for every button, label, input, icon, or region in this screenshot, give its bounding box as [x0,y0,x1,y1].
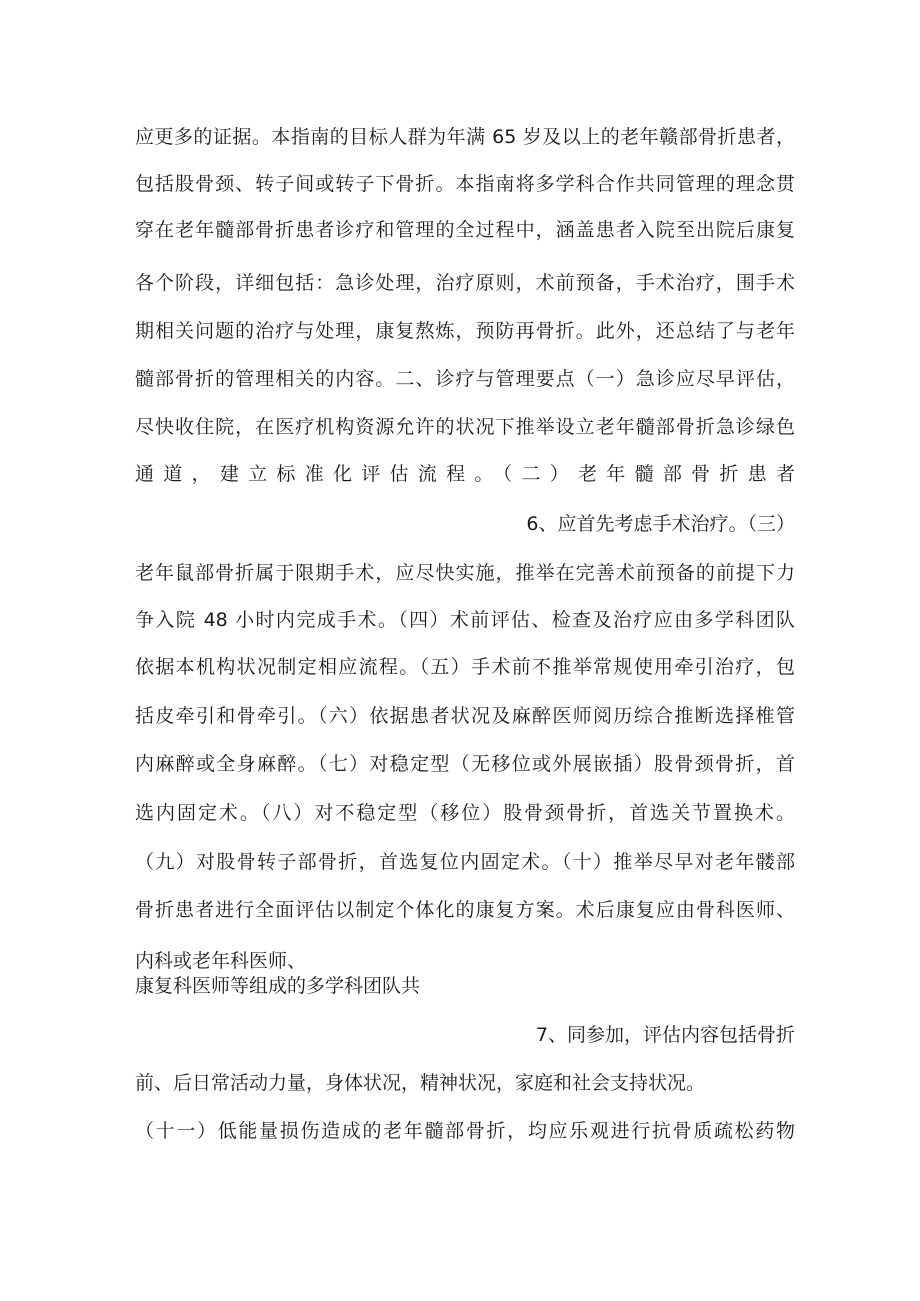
text-line-2: 包括股骨颈、转子间或转子下骨折。本指南将多学科合作共同管理的理念贯 [135,173,795,195]
text-line-11: 争入院 48 小时内完成手术。（四）术前评估、检查及治疗应由多学科团队 [135,609,795,631]
text-line-8-left [135,463,795,489]
text-line-20: 7、同参加，评估内容包括骨折 [535,1024,795,1046]
text-line-19: 康复科医师等组成的多学科团队共 [135,975,421,997]
text-line-13: 括皮牵引和骨牵引。（六）依据患者状况及麻醉医师阅历综合推断选择椎管 [135,705,795,727]
text-line-1: 应更多的证据。本指南的目标人群为年满 65 岁及以上的老年赣部骨折患者， [135,126,795,148]
text-line-12: 依据本机构状况制定相应流程。（五）手术前不推举常规使用牵引治疗，包 [135,656,795,678]
text-line-5: 期相关问题的治疗与处理，康复熬炼，预防再骨折。此外，还总结了与老年 [135,320,795,342]
text-line-10: 老年鼠部骨折属于限期手术，应尽快实施，推举在完善术前预备的前提下力 [135,562,795,584]
text-line-4: 各个阶段，详细包括：急诊处理，治疗原则，术前预备，手术治疗，围手术 [135,272,795,294]
text-line-8: 通道，建立标准化评估流程。（二）老年髓部骨折患者 [135,463,795,485]
text-line-14: 内麻醉或全身麻醉。（七）对稳定型（无移位或外展嵌插）股骨颈骨折，首 [135,753,795,775]
text-line-3: 穿在老年髓部骨折患者诊疗和管理的全过程中，涵盖患者入院至出院后康复 [135,219,795,241]
text-line-21: 前、后日常活动力量，身体状况，精神状况，家庭和社会支持状况。 [135,1072,706,1094]
text-line-17: 骨折患者进行全面评估以制定个体化的康复方案。术后康复应由骨科医师、 [135,899,795,921]
text-line-16: （九）对股骨转子部骨折，首选复位内固定术。（十）推举尽早对老年髅部 [135,851,795,873]
text-line-18: 内科或老年科医师、 [135,950,307,972]
text-line-22: （十一）低能量损伤造成的老年髓部骨折，均应乐观进行抗骨质疏松药物 [135,1120,795,1142]
text-line-7: 尽快收住院，在医疗机构资源允许的状况下推举设立老年髓部骨折急诊绿色 [135,416,795,438]
text-line-15: 选内固定术。（八）对不稳定型（移位）股骨颈骨折，首选关节置换术。 [135,802,795,824]
text-line-6: 髓部骨折的管理相关的内容。二、诊疗与管理要点（一）急诊应尽早评估， [135,368,795,390]
text-line-9: 6、应首先考虑手术治疗。（三） [526,513,795,535]
